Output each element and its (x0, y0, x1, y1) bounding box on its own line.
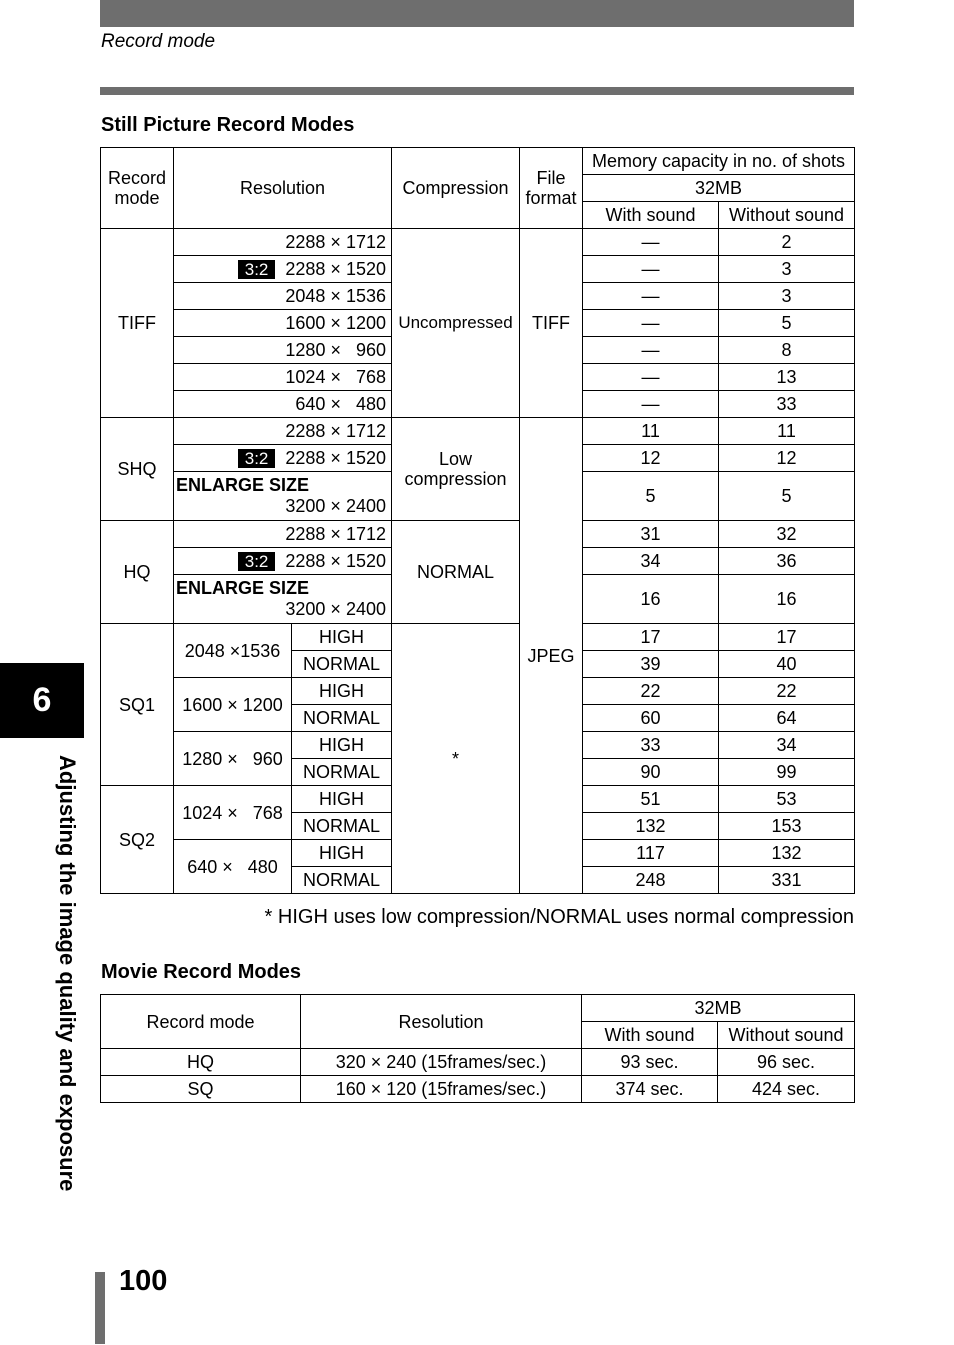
without-sound-cell: 22 (719, 678, 855, 705)
table-row (101, 1049, 855, 1076)
without-sound-cell: 153 (719, 813, 855, 840)
with-sound-cell: 17 (583, 624, 719, 651)
without-sound-cell: 3 (719, 256, 855, 283)
movie-with-sound-cell: 93 sec. (582, 1049, 718, 1076)
format-jpeg: JPEG (520, 418, 583, 894)
movie-mode-cell: HQ (101, 1049, 301, 1076)
with-sound-cell: 12 (583, 445, 719, 472)
top-bar (100, 0, 854, 27)
head-resolution: Resolution (174, 148, 392, 229)
with-sound-cell: 132 (583, 813, 719, 840)
resolution-cell: 1024 × 768 (174, 786, 292, 840)
resolution-cell: 1024 × 768 (174, 364, 392, 391)
format-tiff: TIFF (520, 229, 583, 418)
with-sound-cell: — (583, 364, 719, 391)
resolution-value: 3200 × 2400 (285, 496, 386, 516)
with-sound-cell: — (583, 391, 719, 418)
table-row (101, 1076, 855, 1103)
without-sound-cell: 99 (719, 759, 855, 786)
without-sound-cell: 53 (719, 786, 855, 813)
with-sound-cell: 31 (583, 521, 719, 548)
header-rule (100, 87, 854, 95)
enlarge-size-label: ENLARGE SIZE (176, 578, 310, 598)
quality-high: HIGH (292, 624, 392, 651)
without-sound-cell: 36 (719, 548, 855, 575)
with-sound-cell: 33 (583, 732, 719, 759)
head-compression: Compression (392, 148, 520, 229)
with-sound-cell: — (583, 256, 719, 283)
quality-normal: NORMAL (292, 813, 392, 840)
resolution-cell: 1280 × 960 (174, 732, 292, 786)
movie-mode-cell: SQ (101, 1076, 301, 1103)
without-sound-cell: 16 (719, 575, 855, 624)
head-without-sound: Without sound (719, 202, 855, 229)
resolution-cell: 2048 × 1536 (174, 283, 392, 310)
with-sound-cell: 5 (583, 472, 719, 521)
quality-normal: NORMAL (292, 651, 392, 678)
with-sound-cell: 39 (583, 651, 719, 678)
compression-low: Low compression (392, 418, 520, 521)
without-sound-cell: 5 (719, 472, 855, 521)
without-sound-cell: 3 (719, 283, 855, 310)
with-sound-cell: — (583, 283, 719, 310)
page-number-bar (95, 1272, 105, 1344)
movie-head-resolution: Resolution (301, 995, 582, 1049)
resolution-cell: 2288 × 1712 (174, 521, 392, 548)
with-sound-cell: 34 (583, 548, 719, 575)
head-record-mode: Record mode (101, 148, 174, 229)
resolution-cell: 1600 × 1200 (174, 678, 292, 732)
resolution-cell (174, 548, 392, 575)
mode-tiff: TIFF (101, 229, 174, 418)
aspect-3-2-tag: 3:2 (238, 449, 276, 468)
without-sound-cell: 40 (719, 651, 855, 678)
page-number: 100 (119, 1265, 168, 1297)
without-sound-cell: 33 (719, 391, 855, 418)
compression-star: * (392, 624, 520, 894)
movie-resolution-cell: 320 × 240 (15frames/sec.) (301, 1049, 582, 1076)
aspect-3-2-tag: 3:2 (238, 552, 276, 571)
resolution-value: 2288 × 1520 (285, 551, 386, 571)
with-sound-cell: — (583, 337, 719, 364)
without-sound-cell: 8 (719, 337, 855, 364)
still-record-modes-table (100, 147, 855, 894)
head-capacity-32mb: 32MB (583, 175, 855, 202)
without-sound-cell: 5 (719, 310, 855, 337)
head-file-format: File format (520, 148, 583, 229)
quality-normal: NORMAL (292, 867, 392, 894)
compression-uncompressed: Uncompressed (392, 229, 520, 418)
with-sound-cell: — (583, 310, 719, 337)
resolution-value: 3200 × 2400 (285, 599, 386, 619)
quality-high: HIGH (292, 732, 392, 759)
with-sound-cell: 22 (583, 678, 719, 705)
movie-without-sound-cell: 96 sec. (718, 1049, 855, 1076)
mode-shq: SHQ (101, 418, 174, 521)
header-section-label: Record mode (101, 31, 216, 52)
movie-without-sound-cell: 424 sec. (718, 1076, 855, 1103)
resolution-cell (174, 445, 392, 472)
movie-resolution-cell: 160 × 120 (15frames/sec.) (301, 1076, 582, 1103)
quality-normal: NORMAL (292, 759, 392, 786)
resolution-cell: 2288 × 1712 (174, 418, 392, 445)
movie-section-title: Movie Record Modes (101, 961, 302, 983)
quality-normal: NORMAL (292, 705, 392, 732)
without-sound-cell: 13 (719, 364, 855, 391)
chapter-title-vertical: Adjusting the image quality and exposure (55, 755, 80, 1192)
with-sound-cell: — (583, 229, 719, 256)
with-sound-cell: 16 (583, 575, 719, 624)
enlarge-size-cell (174, 575, 392, 624)
movie-head-record-mode: Record mode (101, 995, 301, 1049)
resolution-value: 2288 × 1520 (285, 259, 386, 279)
compression-normal: NORMAL (392, 521, 520, 624)
still-section-title: Still Picture Record Modes (101, 114, 355, 136)
movie-record-modes-table (100, 994, 855, 1103)
resolution-cell: 1280 × 960 (174, 337, 392, 364)
quality-high: HIGH (292, 786, 392, 813)
quality-high: HIGH (292, 678, 392, 705)
still-footnote: * HIGH uses low compression/NORMAL uses normal compression (264, 906, 854, 928)
without-sound-cell: 132 (719, 840, 855, 867)
without-sound-cell: 34 (719, 732, 855, 759)
mode-hq: HQ (101, 521, 174, 624)
with-sound-cell: 60 (583, 705, 719, 732)
without-sound-cell: 17 (719, 624, 855, 651)
resolution-cell (174, 256, 392, 283)
with-sound-cell: 11 (583, 418, 719, 445)
resolution-cell: 2288 × 1712 (174, 229, 392, 256)
head-with-sound: With sound (583, 202, 719, 229)
movie-head-without-sound: Without sound (718, 1022, 855, 1049)
with-sound-cell: 117 (583, 840, 719, 867)
head-memory-capacity: Memory capacity in no. of shots (583, 148, 855, 175)
without-sound-cell: 32 (719, 521, 855, 548)
with-sound-cell: 51 (583, 786, 719, 813)
mode-sq1: SQ1 (101, 624, 174, 786)
without-sound-cell: 331 (719, 867, 855, 894)
resolution-cell: 2048 ×1536 (174, 624, 292, 678)
without-sound-cell: 64 (719, 705, 855, 732)
resolution-cell: 640 × 480 (174, 840, 292, 894)
aspect-3-2-tag: 3:2 (238, 260, 276, 279)
without-sound-cell: 11 (719, 418, 855, 445)
resolution-cell: 640 × 480 (174, 391, 392, 418)
resolution-cell: 1600 × 1200 (174, 310, 392, 337)
enlarge-size-label: ENLARGE SIZE (176, 475, 310, 495)
without-sound-cell: 12 (719, 445, 855, 472)
movie-head-capacity-32mb: 32MB (582, 995, 855, 1022)
enlarge-size-cell (174, 472, 392, 521)
resolution-value: 2288 × 1520 (285, 448, 386, 468)
mode-sq2: SQ2 (101, 786, 174, 894)
movie-with-sound-cell: 374 sec. (582, 1076, 718, 1103)
movie-head-with-sound: With sound (582, 1022, 718, 1049)
chapter-number-tab: 6 (0, 663, 84, 738)
with-sound-cell: 248 (583, 867, 719, 894)
without-sound-cell: 2 (719, 229, 855, 256)
with-sound-cell: 90 (583, 759, 719, 786)
quality-high: HIGH (292, 840, 392, 867)
